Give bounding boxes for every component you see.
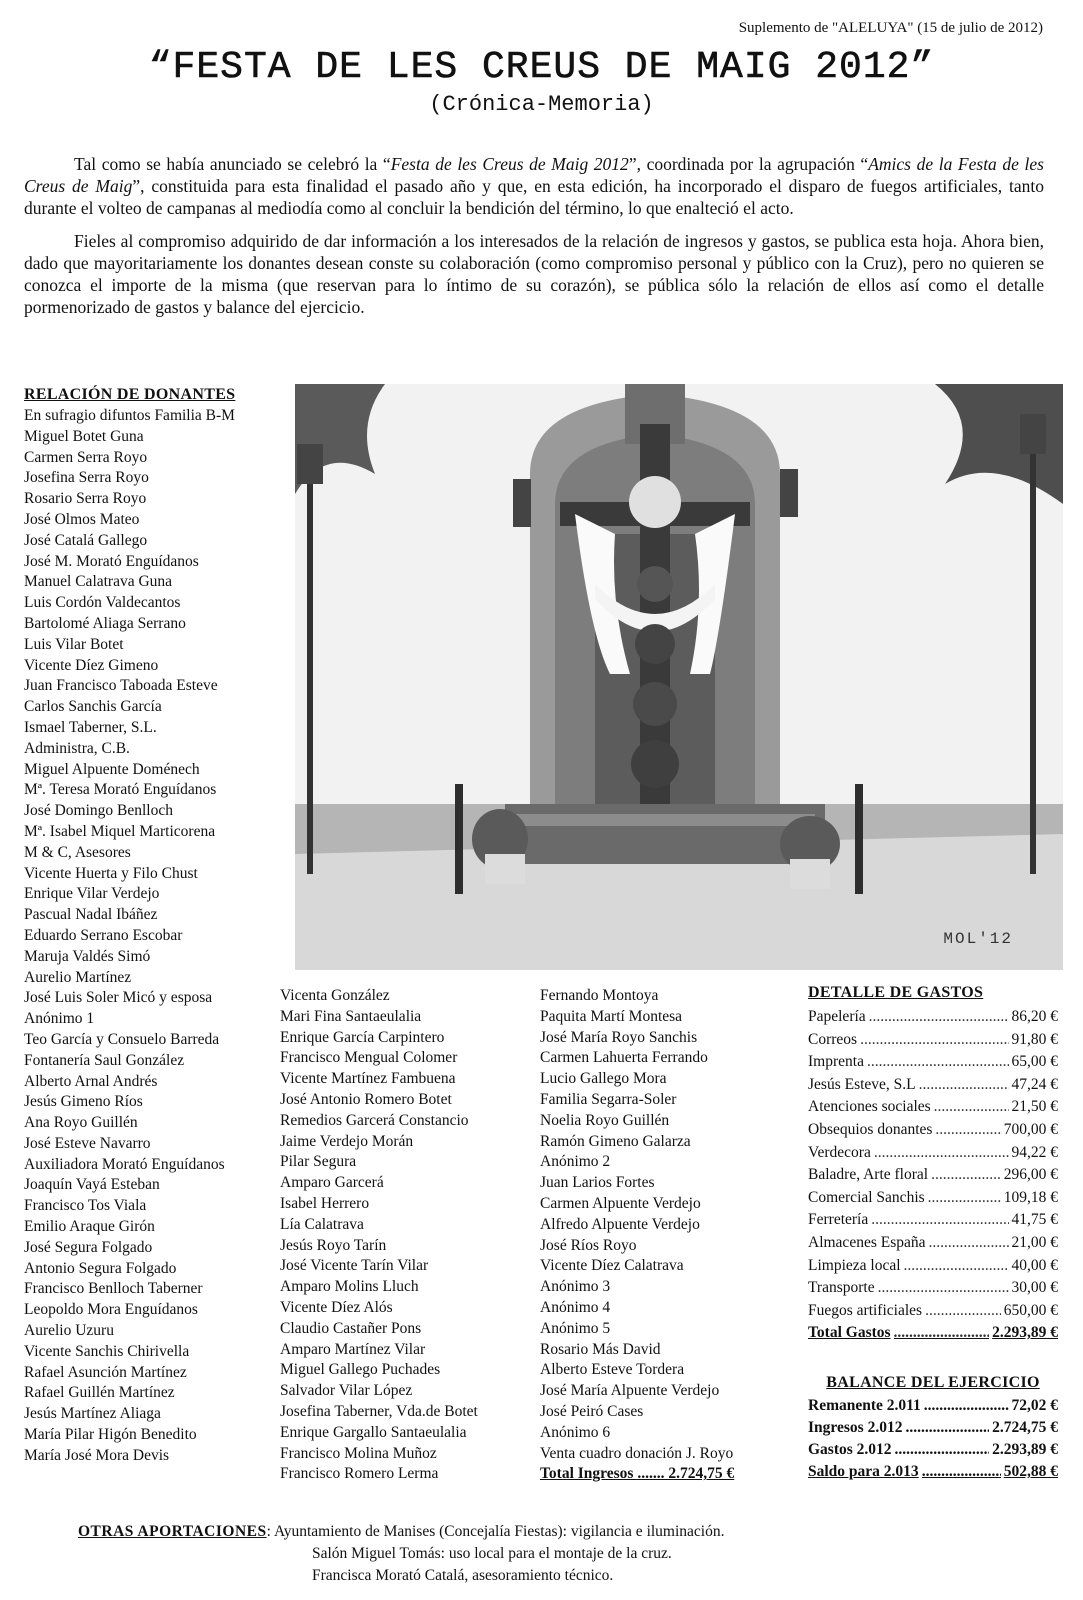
donor-name: Francisco Molina Muñoz [280,1444,437,1462]
donor-name: Miguel Botet Guna [24,427,144,445]
donor-name: Francisco Romero Lerma [280,1465,439,1483]
expense-row [808,1031,1058,1054]
expense-label: Almacenes España [808,1233,926,1251]
donor-name: En sufragio difuntos Familia B-M [24,407,235,424]
expense-row [808,1166,1058,1189]
donor-name: Mª. Teresa Morató Enguídanos [24,781,217,799]
page-title: “FESTA DE LES CREUS DE MAIG 2012” [148,46,935,89]
donor-name: Maruja Valdés Simó [24,947,151,965]
donor-name: Fernando Montoya [540,987,659,1004]
donor-name: José Catalá Gallego [24,531,148,549]
expense-row [808,1053,1058,1076]
donor-name: Vicenta González [280,987,390,1004]
expense-label: Fuegos artificiales [808,1301,923,1319]
donor-name: Pilar Segura [280,1153,357,1171]
donor-name: Jesús Royo Tarín [280,1236,387,1254]
page-subtitle: (Crónica-Memoria) [429,92,654,117]
donor-name: José Domingo Benlloch [24,802,173,820]
donor-name: Pascual Nadal Ibáñez [24,906,158,924]
donors-column-3 [540,986,734,1485]
balance-table [808,1374,1058,1485]
donor-name: Antonio Segura Folgado [24,1259,177,1277]
donor-name: Enrique García Carpintero [280,1028,445,1046]
expense-amount: 65,00 € [1011,1053,1058,1071]
donor-name: Anónimo 6 [540,1423,611,1441]
expense-amount: 47,24 € [1011,1075,1058,1093]
donor-name: Anónimo 4 [540,1298,611,1316]
balance-label: Saldo para 2.013 [808,1463,919,1480]
donor-name: Aurelio Uzuru [24,1322,114,1340]
expense-label: Obsequios donantes [808,1120,933,1138]
donor-name: José Olmos Mateo [24,510,140,528]
donor-name: Rafael Guillén Martínez [24,1384,175,1402]
balance-amount: 2.724,75 € [992,1419,1058,1436]
other-contributions-heading: OTRAS APORTACIONES [78,1523,267,1540]
donor-name: Vicente Díez Gimeno [24,656,159,674]
expense-label: Correos [808,1030,858,1048]
donor-name: Administra, C.B. [24,739,130,757]
donor-name: Francisco Tos Viala [24,1197,147,1215]
expense-row [808,1302,1058,1325]
donor-name: María José Mora Devis [24,1446,170,1464]
donor-name: Josefina Taberner, Vda.de Botet [280,1402,478,1420]
supplement-note: Suplemento de "ALELUYA" (15 de julio de 2012) [738,20,1043,36]
donor-name: Miguel Alpuente Doménech [24,760,200,778]
donor-name: Vicente Díez Calatrava [540,1257,684,1275]
other-contributions-line-3: Francisca Morató Catalá, asesoramiento técnico. [312,1567,614,1584]
donor-name: Ramón Gimeno Galarza [540,1132,691,1150]
donor-name: José Antonio Romero Botet [280,1090,452,1108]
donor-name: Remedios Garcerá Constancio [280,1111,469,1129]
balance-rows [808,1397,1058,1485]
expense-label: Imprenta [808,1053,864,1071]
donor-name: Vicente Sanchis Chirivella [24,1342,190,1360]
donor-name: Jesús Gimeno Ríos [24,1093,143,1111]
expense-row [808,1008,1058,1031]
donor-name: Ismael Taberner, S.L. [24,718,157,736]
expense-row [808,1144,1058,1167]
donor-name: Miguel Gallego Puchades [280,1361,441,1379]
donor-name: Anónimo 3 [540,1278,611,1296]
expense-label: Limpieza local [808,1256,901,1274]
donor-name: Amparo Molins Lluch [280,1278,419,1296]
donor-name: Vicente Díez Alós [280,1298,393,1316]
donor-name: Teo García y Consuelo Barreda [24,1030,220,1048]
donor-name: Juan Larios Fortes [540,1174,655,1192]
total-income: Total Ingresos ....... 2.724,75 € [540,1465,735,1483]
donors-heading: RELACIÓN DE DONANTES [24,386,236,403]
donor-name: Lía Calatrava [280,1215,364,1233]
other-contributions [78,1521,724,1587]
expenses-total-row [808,1324,1058,1347]
donor-name: Vicente Huerta y Filo Chust [24,864,198,882]
donors-column-1 [24,406,235,1467]
expense-amount: 21,50 € [1011,1098,1058,1116]
donor-name: José M. Morató Enguídanos [24,552,199,570]
expense-label: Baladre, Arte floral [808,1166,929,1184]
cross-photo [295,384,1063,970]
expenses-rows [808,1008,1058,1324]
donor-name: Anónimo 1 [24,1010,95,1028]
donor-name: Paquita Martí Montesa [540,1007,683,1025]
donor-name: Francisco Mengual Colomer [280,1049,458,1067]
expense-row [808,1234,1058,1257]
intro-paragraph-2: Fieles al compromiso adquirido de dar información a los interesados de la relación de ingresos y gastos, se publica esta hoja. Ahora bien, dado que mayoritariamente los donantes desean conste su colaboración (como compromiso personal y público con la Cruz), pero no quieren se conozca el importe de la misma (que reservan para lo íntimo de su corazón), se pública sólo la relación de ellos así como el detalle pormenorizado de gastos y balance del ejercicio. [24,231,1044,317]
expense-amount: 109,18 € [1003,1188,1058,1206]
expense-row [808,1211,1058,1234]
donor-name: Vicente Martínez Fambuena [280,1070,456,1088]
donor-name: Alberto Esteve Tordera [540,1361,685,1379]
donor-name: Noelia Royo Guillén [540,1111,670,1129]
expense-label: Jesús Esteve, S.L [808,1075,916,1093]
expense-amount: 40,00 € [1011,1256,1058,1274]
donor-name: Isabel Herrero [280,1194,370,1212]
expense-amount: 91,80 € [1011,1030,1058,1048]
expense-label: Papelería [808,1008,866,1025]
donor-name: Josefina Serra Royo [24,469,149,487]
expenses-total-amount: 2.293,89 € [992,1324,1058,1342]
donor-name: Manuel Calatrava Guna [24,573,173,591]
expense-amount: 41,75 € [1011,1211,1058,1229]
donor-name: Mª. Isabel Miquel Marticorena [24,822,216,840]
donor-name: Amparo Martínez Vilar [280,1340,426,1358]
donor-name: José Peiró Cases [540,1402,644,1420]
expense-amount: 86,20 € [1011,1008,1058,1025]
donor-name: José Ríos Royo [540,1236,637,1254]
donor-name: Amparo Garcerá [280,1174,384,1192]
donor-name: Rafael Asunción Martínez [24,1363,187,1381]
balance-amount: 502,88 € [1003,1463,1058,1480]
donor-name: Rosario Más David [540,1340,661,1358]
expense-label: Comercial Sanchis [808,1188,925,1206]
donor-name: Auxiliadora Morató Enguídanos [24,1155,225,1173]
donor-name: Alfredo Alpuente Verdejo [540,1215,700,1233]
donor-name: Francisco Benlloch Taberner [24,1280,203,1298]
donor-name: José Segura Folgado [24,1238,153,1256]
balance-label: Gastos 2.012 [808,1441,892,1458]
donor-name: José Luis Soler Micó y esposa [24,989,213,1007]
donor-name: Lucio Gallego Mora [540,1070,667,1088]
donor-name: Rosario Serra Royo [24,490,147,508]
expense-row [808,1121,1058,1144]
donor-name: Jaime Verdejo Morán [280,1132,414,1150]
donor-name: Jesús Martínez Aliaga [24,1405,161,1423]
donor-name: José Esteve Navarro [24,1134,151,1152]
balance-label: Remanente 2.011 [808,1397,921,1414]
donor-name: M & C, Asesores [24,843,131,861]
donor-name: Anónimo 5 [540,1319,611,1337]
donor-name: Venta cuadro donación J. Royo [540,1444,734,1462]
expenses-table [808,984,1058,1347]
donor-name: Carmen Serra Royo [24,448,148,466]
balance-amount: 72,02 € [1011,1397,1058,1414]
balance-row [808,1419,1058,1441]
other-contributions-line-2: Salón Miguel Tomás: uso local para el montaje de la cruz. [312,1545,672,1562]
other-contributions-line-1: OTRAS APORTACIONES: Ayuntamiento de Manises (Concejalía Fiestas): vigilancia e iluminación. [78,1523,725,1540]
donor-name: Emilio Araque Girón [24,1218,155,1236]
donor-name: Aurelio Martínez [24,968,132,986]
donor-name: Enrique Gargallo Santaeulalia [280,1423,467,1441]
donor-name: Enrique Vilar Verdejo [24,885,160,903]
donor-name: Joaquín Vayá Esteban [24,1176,160,1194]
donor-name: Bartolomé Aliaga Serrano [24,614,186,632]
donor-name: Claudio Castañer Pons [280,1319,422,1337]
intro-paragraph-1: Tal como se había anunciado se celebró la “Festa de les Creus de Maig 2012”, coordinada por la agrupación “Amics de la Festa de les Creus de Maig”, constituida para esta finalidad el pasado año y que, en esta edición, ha incorporado el disparo de fuegos artificiales, tanto durante el volteo de campanas al mediodía como al concluir la bendición del término, lo que enalteció el acto. [24,154,1045,218]
donor-name: Carlos Sanchis García [24,698,162,716]
donor-name: José María Royo Sanchis [540,1028,698,1046]
cross-photo-illustration [295,384,1063,970]
donor-name: Anónimo 2 [540,1153,611,1171]
balance-label: Ingresos 2.012 [808,1419,903,1436]
expenses-total-label: Total Gastos [808,1324,891,1342]
donors-column-2 [280,986,478,1485]
balance-amount: 2.293,89 € [992,1441,1058,1458]
expense-label: Transporte [808,1279,875,1297]
expense-row [808,1257,1058,1280]
donor-name: Carmen Lahuerta Ferrando [540,1049,708,1067]
donor-name: Alberto Arnal Andrés [24,1072,158,1090]
donor-name: Eduardo Serrano Escobar [24,926,183,944]
expense-label: Verdecora [808,1143,871,1161]
expense-amount: 700,00 € [1003,1120,1058,1138]
donor-name: María Pilar Higón Benedito [24,1426,197,1444]
expense-label: Ferretería [808,1211,869,1229]
expense-amount: 21,00 € [1011,1233,1058,1251]
expense-amount: 296,00 € [1003,1166,1058,1184]
expense-row [808,1098,1058,1121]
expense-amount: 30,00 € [1011,1279,1058,1297]
intro-text [24,153,1044,329]
expense-row [808,1189,1058,1212]
donor-name: Familia Segarra-Soler [540,1090,677,1108]
donor-name: Luis Vilar Botet [24,635,124,653]
donor-name: Carmen Alpuente Verdejo [540,1194,701,1212]
balance-row [808,1441,1058,1463]
donor-name: Mari Fina Santaeulalia [280,1007,422,1025]
expense-row [808,1279,1058,1302]
expense-amount: 650,00 € [1003,1301,1058,1319]
expenses-heading: DETALLE DE GASTOS [808,984,984,1001]
donor-name: José María Alpuente Verdejo [540,1382,720,1400]
donor-name: Fontanería Saul González [24,1051,185,1069]
donor-name: José Vicente Tarín Vilar [280,1257,429,1275]
photo-credit: MOL'12 [943,930,1013,948]
donor-name: Juan Francisco Taboada Esteve [24,677,218,695]
expense-amount: 94,22 € [1011,1143,1058,1161]
donor-name: Leopoldo Mora Enguídanos [24,1301,198,1319]
donor-name: Luis Cordón Valdecantos [24,594,181,612]
balance-heading: BALANCE DEL EJERCICIO [826,1374,1040,1391]
expense-label: Atenciones sociales [808,1098,931,1116]
donor-name: Salvador Vilar López [280,1382,413,1400]
expense-row [808,1076,1058,1099]
donor-name: Ana Royo Guillén [24,1114,138,1132]
balance-row [808,1463,1058,1485]
balance-row [808,1397,1058,1419]
